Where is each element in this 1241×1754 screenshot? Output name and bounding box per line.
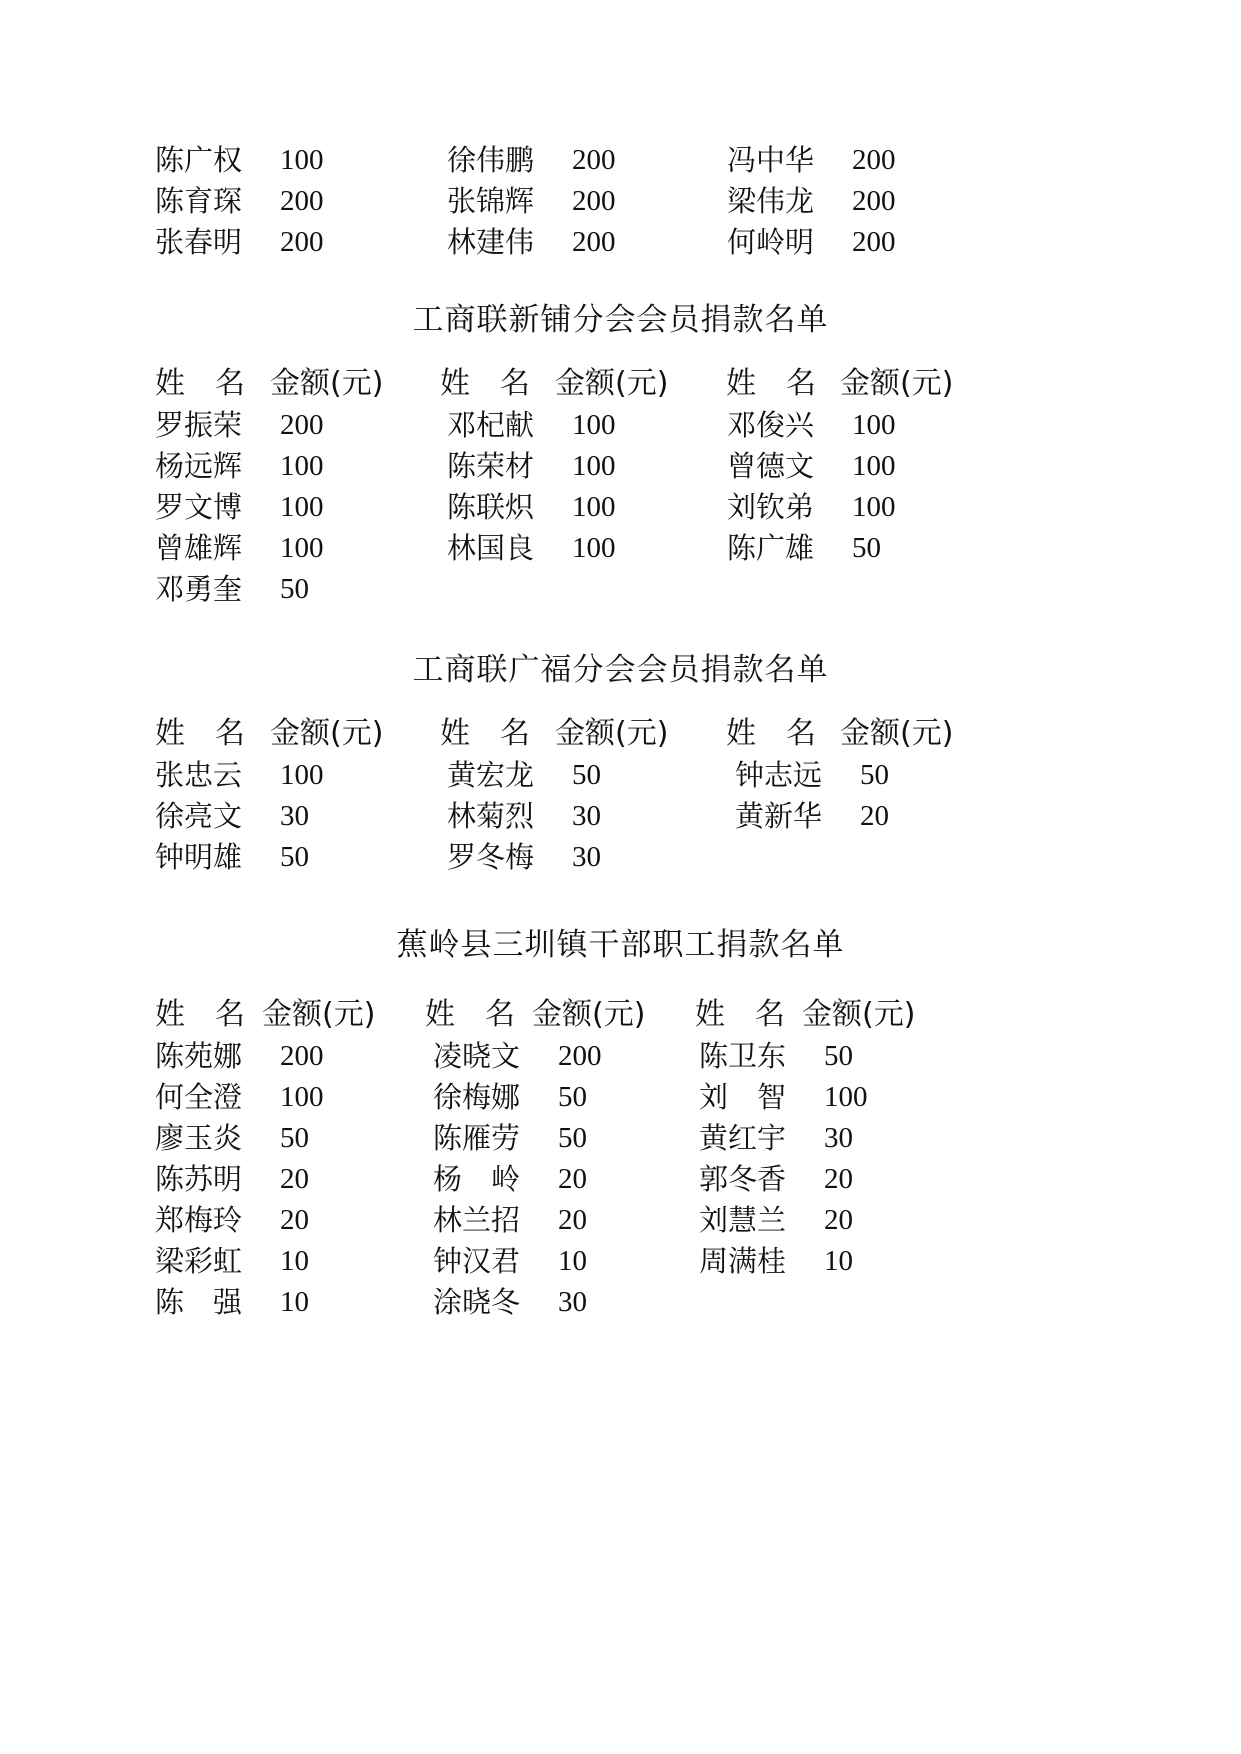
- donor-name: 邓勇奎: [155, 572, 243, 606]
- amount-column-header: 金额(元): [840, 716, 954, 751]
- donor-row: [0, 796, 1241, 842]
- name-column-header: 姓 名: [155, 997, 245, 1032]
- donation-amount: 200: [558, 1040, 602, 1072]
- column-header-row: [0, 364, 1241, 410]
- donation-amount: 30: [572, 800, 601, 832]
- donation-amount: 10: [558, 1245, 587, 1277]
- donor-name: 林菊烈: [447, 799, 535, 833]
- donation-amount: 30: [558, 1286, 587, 1318]
- amount-column-header: 金额(元): [262, 997, 376, 1032]
- donor-row: [0, 569, 1241, 615]
- donation-section: [0, 650, 1241, 874]
- donor-row: [0, 837, 1241, 883]
- section-title: 工商联广福分会会员捐款名单: [412, 652, 829, 688]
- donation-amount: 200: [280, 409, 324, 441]
- donation-amount: 50: [824, 1040, 853, 1072]
- donor-name: 黄红宇: [699, 1121, 787, 1155]
- amount-column-header: 金额(元): [555, 716, 669, 751]
- donor-name: 陈育琛: [155, 184, 243, 218]
- section-title: 工商联新铺分会会员捐款名单: [412, 302, 829, 338]
- donation-amount: 30: [280, 800, 309, 832]
- donation-amount: 200: [852, 185, 896, 217]
- name-column-header: 姓 名: [726, 716, 816, 751]
- donation-amount: 50: [280, 573, 309, 605]
- donor-name: 陈雁劳: [433, 1121, 521, 1155]
- donor-name: 陈 强: [155, 1285, 243, 1319]
- name-column-header: 姓 名: [440, 716, 530, 751]
- donor-name: 何全澄: [155, 1080, 243, 1114]
- donation-amount: 200: [572, 144, 616, 176]
- donor-name: 刘钦弟: [727, 490, 815, 524]
- donor-name: 张春明: [155, 225, 243, 259]
- donor-name: 杨远辉: [155, 449, 243, 483]
- donation-amount: 100: [824, 1081, 868, 1113]
- donor-name: 林兰招: [433, 1203, 521, 1237]
- donation-amount: 50: [860, 759, 889, 791]
- donation-amount: 100: [852, 409, 896, 441]
- section-title: 蕉岭县三圳镇干部职工捐款名单: [396, 927, 845, 963]
- donation-amount: 50: [558, 1081, 587, 1113]
- donor-name: 冯中华: [727, 143, 815, 177]
- donor-name: 梁彩虹: [155, 1244, 243, 1278]
- donation-amount: 20: [280, 1204, 309, 1236]
- donor-name: 刘慧兰: [699, 1203, 787, 1237]
- donor-row: [0, 1200, 1241, 1246]
- donor-name: 曾德文: [727, 449, 815, 483]
- donor-name: 黄宏龙: [447, 758, 535, 792]
- column-header-row: [0, 714, 1241, 760]
- donor-name: 陈苏明: [155, 1162, 243, 1196]
- donation-amount: 100: [852, 491, 896, 523]
- donation-amount: 30: [824, 1122, 853, 1154]
- donor-row: [0, 487, 1241, 533]
- donor-name: 周满桂: [699, 1244, 787, 1278]
- donor-row: [0, 222, 1241, 268]
- donation-amount: 100: [572, 450, 616, 482]
- donor-row: [0, 181, 1241, 227]
- donor-name: 陈苑娜: [155, 1039, 243, 1073]
- donor-name: 张忠云: [155, 758, 243, 792]
- donation-amount: 50: [280, 841, 309, 873]
- donor-name: 钟汉君: [433, 1244, 521, 1278]
- donation-amount: 10: [824, 1245, 853, 1277]
- donor-row: [0, 755, 1241, 801]
- donation-amount: 10: [280, 1286, 309, 1318]
- name-column-header: 姓 名: [440, 366, 530, 401]
- donation-amount: 20: [824, 1163, 853, 1195]
- donor-name: 罗振荣: [155, 408, 243, 442]
- donor-row: [0, 1036, 1241, 1082]
- donation-amount: 10: [280, 1245, 309, 1277]
- donor-name: 陈联炽: [447, 490, 535, 524]
- donor-name: 黄新华: [735, 799, 823, 833]
- donor-row: [0, 1118, 1241, 1164]
- donation-amount: 100: [280, 532, 324, 564]
- donation-section: [0, 140, 1241, 259]
- donor-name: 罗冬梅: [447, 840, 535, 874]
- donation-amount: 200: [852, 226, 896, 258]
- donor-name: 陈卫东: [699, 1039, 787, 1073]
- donor-name: 刘 智: [699, 1080, 787, 1114]
- amount-column-header: 金额(元): [840, 366, 954, 401]
- donation-amount: 20: [824, 1204, 853, 1236]
- donor-name: 曾雄辉: [155, 531, 243, 565]
- donation-amount: 20: [280, 1163, 309, 1195]
- donation-amount: 100: [280, 144, 324, 176]
- donation-amount: 20: [558, 1204, 587, 1236]
- donor-name: 徐亮文: [155, 799, 243, 833]
- donor-name: 陈荣材: [447, 449, 535, 483]
- donation-amount: 50: [558, 1122, 587, 1154]
- donor-name: 张锦辉: [447, 184, 535, 218]
- amount-column-header: 金额(元): [555, 366, 669, 401]
- donor-name: 邓俊兴: [727, 408, 815, 442]
- donation-amount: 100: [852, 450, 896, 482]
- donation-amount: 100: [280, 759, 324, 791]
- donation-section: [0, 925, 1241, 1319]
- name-column-header: 姓 名: [425, 997, 515, 1032]
- donor-name: 涂晓冬: [433, 1285, 521, 1319]
- donation-amount: 100: [572, 491, 616, 523]
- donation-amount: 100: [572, 409, 616, 441]
- amount-column-header: 金额(元): [270, 366, 384, 401]
- donor-row: [0, 1282, 1241, 1328]
- amount-column-header: 金额(元): [532, 997, 646, 1032]
- donation-amount: 200: [280, 226, 324, 258]
- donation-amount: 20: [558, 1163, 587, 1195]
- donor-name: 郑梅玲: [155, 1203, 243, 1237]
- donor-name: 邓杞献: [447, 408, 535, 442]
- donor-row: [0, 1077, 1241, 1123]
- donation-amount: 50: [572, 759, 601, 791]
- donor-row: [0, 140, 1241, 186]
- donor-name: 林国良: [447, 531, 535, 565]
- donation-amount: 200: [280, 185, 324, 217]
- donor-name: 梁伟龙: [727, 184, 815, 218]
- amount-column-header: 金额(元): [802, 997, 916, 1032]
- donation-section: [0, 300, 1241, 606]
- donation-amount: 200: [572, 185, 616, 217]
- donation-amount: 200: [852, 144, 896, 176]
- name-column-header: 姓 名: [726, 366, 816, 401]
- donor-name: 郭冬香: [699, 1162, 787, 1196]
- donation-amount: 50: [280, 1122, 309, 1154]
- donation-amount: 100: [572, 532, 616, 564]
- name-column-header: 姓 名: [155, 366, 245, 401]
- name-column-header: 姓 名: [155, 716, 245, 751]
- donor-name: 钟志远: [735, 758, 823, 792]
- donation-amount: 20: [860, 800, 889, 832]
- donation-amount: 100: [280, 491, 324, 523]
- donation-amount: 100: [280, 450, 324, 482]
- donor-name: 钟明雄: [155, 840, 243, 874]
- donation-amount: 200: [572, 226, 616, 258]
- donor-name: 陈广权: [155, 143, 243, 177]
- donor-name: 林建伟: [447, 225, 535, 259]
- donor-name: 罗文博: [155, 490, 243, 524]
- name-column-header: 姓 名: [695, 997, 785, 1032]
- donation-amount: 30: [572, 841, 601, 873]
- donor-name: 杨 岭: [433, 1162, 521, 1196]
- donor-name: 何岭明: [727, 225, 815, 259]
- donor-name: 徐伟鹏: [447, 143, 535, 177]
- donor-name: 凌晓文: [433, 1039, 521, 1073]
- donor-row: [0, 405, 1241, 451]
- donor-row: [0, 1241, 1241, 1287]
- donor-row: [0, 1159, 1241, 1205]
- donation-amount: 100: [280, 1081, 324, 1113]
- donation-amount: 50: [852, 532, 881, 564]
- donor-row: [0, 528, 1241, 574]
- donor-name: 徐梅娜: [433, 1080, 521, 1114]
- donor-name: 廖玉炎: [155, 1121, 243, 1155]
- donation-amount: 200: [280, 1040, 324, 1072]
- donor-name: 陈广雄: [727, 531, 815, 565]
- column-header-row: [0, 995, 1241, 1041]
- amount-column-header: 金额(元): [270, 716, 384, 751]
- donor-row: [0, 446, 1241, 492]
